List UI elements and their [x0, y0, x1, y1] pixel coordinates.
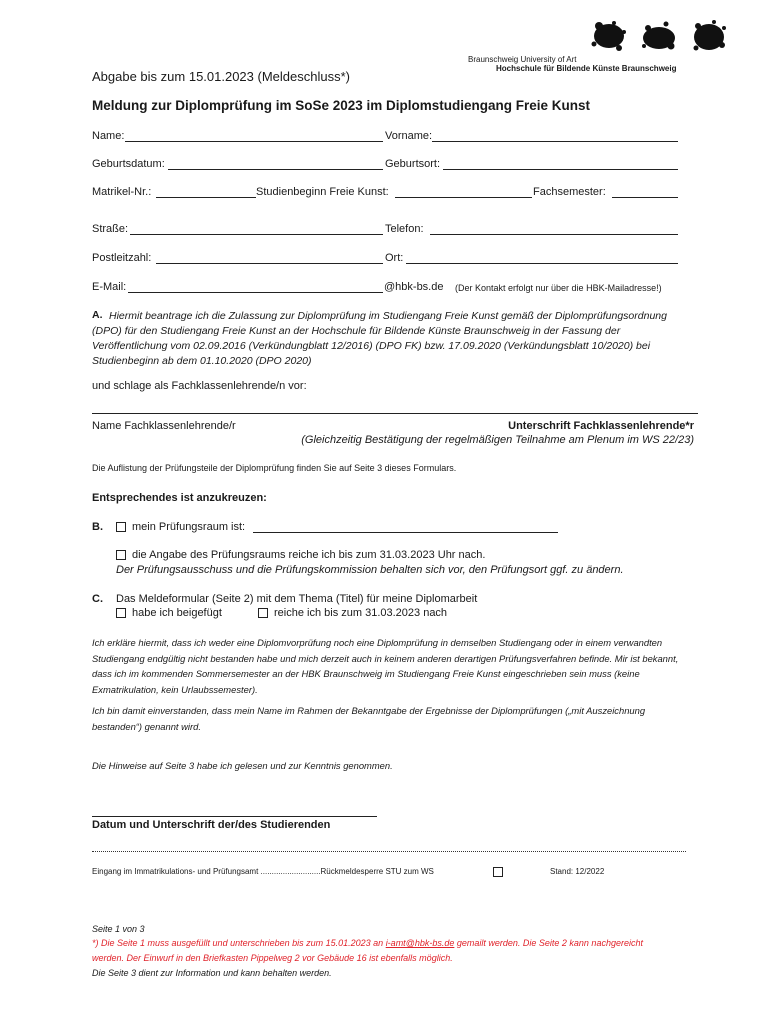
room-known-label: mein Prüfungsraum ist:	[132, 521, 246, 533]
office-dotted-line	[92, 851, 686, 852]
section-b-letter: B.	[92, 521, 103, 533]
telefon-label: Telefon:	[385, 223, 424, 235]
footer-note-3: Die Seite 3 dient zur Information und kann behalten werden.	[92, 968, 332, 978]
footer-note-1-start: *) Die Seite 1 muss ausgefüllt und unterschrieben bis zum 15.01.2023 an	[92, 938, 386, 948]
name-field[interactable]	[125, 141, 383, 142]
email-domain: @hbk-bs.de	[384, 281, 444, 293]
office-receipt: Eingang im Immatrikulations- und Prüfungsamt ...........................Rückmeldesperre STU zum WS	[92, 867, 434, 876]
room-known-checkbox[interactable]	[116, 522, 126, 532]
rueckmeldesperre-checkbox[interactable]	[493, 867, 503, 877]
fachsemester-field[interactable]	[612, 197, 678, 198]
email-label: E-Mail:	[92, 281, 127, 293]
plenum-confirmation: (Gleichzeitig Bestätigung der regelmäßigen Teilnahme am Plenum im WS 22/23)	[301, 434, 694, 446]
telefon-field[interactable]	[430, 234, 678, 235]
hbk-logo	[466, 18, 736, 76]
room-field[interactable]	[253, 532, 558, 533]
teacher-signature-label: Unterschrift Fachklassenlehrende*r	[508, 420, 694, 432]
footer-note-1	[92, 938, 643, 948]
declaration-2: Ich bin damit einverstanden, dass mein Name im Rahmen der Bekanntgabe der Ergebnisse der Diplomprüfungen („mit Auszeichnung bestanden“) genannt wird.	[92, 705, 646, 732]
geburtsdatum-label: Geburtsdatum:	[92, 158, 165, 170]
strasse-label: Straße:	[92, 223, 129, 235]
deadline-text: Abgabe bis zum 15.01.2023 (Meldeschluss*)	[92, 69, 350, 84]
footer-note-2: werden. Der Einwurf in den Briefkasten Pippelweg 2 vor Gebäude 16 ist ebenfalls möglich.	[92, 953, 453, 963]
crosshead: Entsprechendes ist anzukreuzen:	[92, 492, 267, 504]
fachsemester-label: Fachsemester:	[533, 186, 606, 198]
vorname-field[interactable]	[432, 141, 678, 142]
email-note: (Der Kontakt erfolgt nur über die HBK-Mailadresse!)	[455, 283, 662, 293]
name-label: Name:	[92, 130, 125, 142]
section-a-letter: A.	[92, 309, 103, 321]
email-field[interactable]	[128, 292, 383, 293]
section-c-letter: C.	[92, 593, 103, 605]
geburtsdatum-field[interactable]	[168, 169, 383, 170]
room-later-checkbox[interactable]	[116, 550, 126, 560]
studienbeginn-field[interactable]	[395, 197, 532, 198]
ink-blots-logo	[466, 18, 736, 58]
email-link[interactable]: i-amt@hbk-bs.de	[385, 938, 455, 948]
page-number: Seite 1 von 3	[92, 924, 145, 934]
ort-label: Ort:	[385, 252, 404, 264]
strasse-field[interactable]	[130, 234, 383, 235]
geburtsort-label: Geburtsort:	[385, 158, 441, 170]
attached-label: habe ich beigefügt	[132, 607, 222, 619]
section-c-text: Das Meldeformular (Seite 2) mit dem Thema (Titel) für meine Diplomarbeit	[116, 593, 478, 605]
room-later-label: die Angabe des Prüfungsraums reiche ich bis zum 31.03.2023 Uhr nach.	[132, 549, 486, 561]
listing-note: Die Auflistung der Prüfungsteile der Diplomprüfung finden Sie auf Seite 3 dieses Formulars.	[92, 463, 457, 473]
student-signature-label: Datum und Unterschrift der/des Studierenden	[92, 819, 331, 831]
later-checkbox[interactable]	[258, 608, 268, 618]
footer-note-1-end: gemailt werden. Die Seite 2 kann nachgereicht	[454, 938, 643, 948]
teacher-name-label: Name Fachklassenlehrende/r	[92, 420, 236, 432]
section-a-body: Hiermit beantrage ich die Zulassung zur Diplomprüfung im Studiengang Freie Kunst gemäß der Diplomprüfungsordnung (DPO) für den Studiengang Freie Kunst an der Hochschule für Bildende Künste Braunschweig in der Fassung der Veröffentlichung vom 02.09.2016 (Verkündungblatt 12/2016) (DPO FK) bzw. 17.09.2020 (Verkündungsblatt 10/2020) bei Studienbeginn ab dem 01.10.2020 (DPO 2020)	[92, 310, 667, 367]
room-change-note: Der Prüfungsausschuss und die Prüfungskommission behalten sich vor, den Prüfungsort ggf. zu ändern.	[116, 564, 624, 576]
attached-checkbox[interactable]	[116, 608, 126, 618]
later-label: reiche ich bis zum 31.03.2023 nach	[274, 607, 448, 619]
declaration-1: Ich erkläre hiermit, dass ich weder eine Diplomvorprüfung noch eine Diplomprüfung in demselben Studiengang oder in einem verwandten Studiengang endgültig nicht bestanden habe und mich derzeit auch in keinem anderen derartigen Prüfungsverfahren befinde. Mir ist bekannt, dass ich im kommenden Sommersemester an der HBK Braunschweig im Studiengang Freie Kunst eingeschrieben sein muss (keine Exmatrikulation, kein Urlaubssemester).	[92, 637, 679, 695]
studienbeginn-label: Studienbeginn Freie Kunst:	[256, 186, 389, 198]
geburtsort-field[interactable]	[443, 169, 678, 170]
matrikel-label: Matrikel-Nr.:	[92, 186, 152, 198]
plz-label: Postleitzahl:	[92, 252, 152, 264]
teacher-name-field[interactable]	[92, 413, 698, 414]
form-version: Stand: 12/2022	[550, 867, 605, 876]
vorname-label: Vorname:	[385, 130, 433, 142]
matrikel-field[interactable]	[156, 197, 256, 198]
logo-line-2: Hochschule für Bildende Künste Braunschweig	[496, 64, 677, 73]
logo-line-1: Braunschweig University of Art	[468, 55, 577, 64]
plz-field[interactable]	[156, 263, 383, 264]
ort-field[interactable]	[406, 263, 678, 264]
section-a-text	[92, 309, 677, 369]
propose-text: und schlage als Fachklassenlehrende/n vor:	[92, 380, 307, 392]
page-title: Meldung zur Diplomprüfung im SoSe 2023 im Diplomstudiengang Freie Kunst	[92, 98, 591, 113]
declaration-3: Die Hinweise auf Seite 3 habe ich gelesen und zur Kenntnis genommen.	[92, 760, 393, 771]
student-signature-field[interactable]	[92, 816, 377, 817]
